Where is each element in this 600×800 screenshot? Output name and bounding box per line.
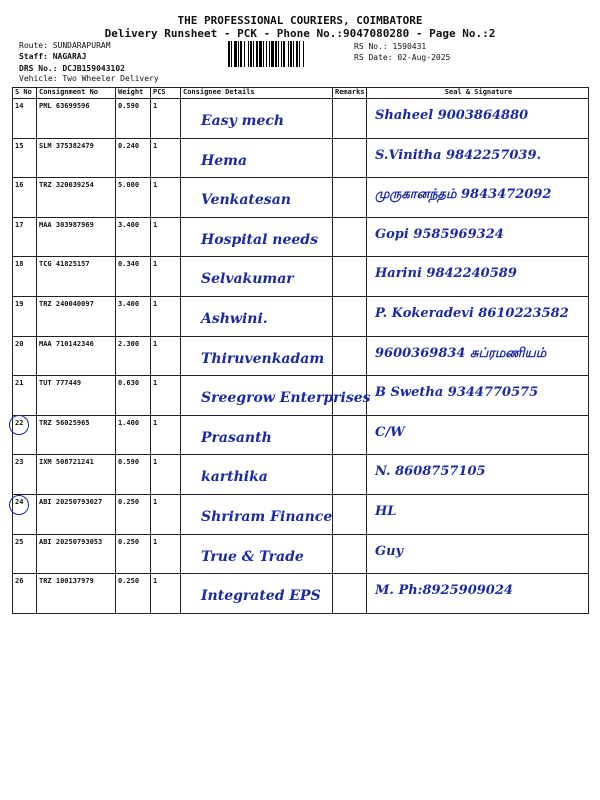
rs-date: RS Date: 02-Aug-2025 bbox=[354, 53, 451, 62]
row-sno: 23 bbox=[13, 455, 37, 495]
consignment-no: ABI 20250793027 bbox=[37, 495, 116, 535]
consignment-no: PML 63699596 bbox=[37, 99, 116, 139]
consignee-name: Venkatesan bbox=[201, 192, 291, 209]
consignment-no: MAA 710142346 bbox=[37, 336, 116, 376]
pcs-value: 1 bbox=[151, 455, 181, 495]
col-consignment: Consignment No bbox=[37, 88, 116, 99]
runsheet-table bbox=[12, 87, 589, 614]
remarks-cell bbox=[333, 534, 367, 574]
col-weight: Weight bbox=[116, 88, 151, 99]
signature-cell bbox=[367, 455, 589, 495]
remarks-cell bbox=[333, 99, 367, 139]
consignee-cell bbox=[181, 376, 371, 416]
barcode bbox=[228, 41, 350, 67]
pcs-value: 1 bbox=[151, 217, 181, 257]
consignee-name: Shriram Finance bbox=[201, 509, 333, 526]
consignee-name: Easy mech bbox=[201, 113, 285, 129]
consignment-no: TRZ 100137979 bbox=[37, 574, 116, 614]
pcs-value: 1 bbox=[151, 138, 181, 178]
remarks-cell bbox=[333, 138, 367, 178]
table-row bbox=[13, 138, 589, 178]
row-sno: 22 bbox=[13, 415, 37, 455]
row-sno: 15 bbox=[13, 138, 37, 178]
weight-value: 3.400 bbox=[116, 217, 151, 257]
row-circle-mark bbox=[9, 495, 29, 515]
consignee-name: Thiruvenkadam bbox=[201, 350, 325, 367]
pcs-value: 1 bbox=[151, 574, 181, 614]
signature-cell bbox=[367, 574, 589, 614]
signature-cell bbox=[367, 178, 589, 218]
pcs-value: 1 bbox=[151, 415, 181, 455]
consignee-name: Prasanth bbox=[201, 429, 272, 446]
consignee-cell bbox=[181, 99, 333, 139]
row-sno: 17 bbox=[13, 217, 37, 257]
signature-text: HL bbox=[375, 504, 397, 520]
consignee-name: Hema bbox=[201, 152, 248, 169]
drs-label: DRS No.: DCJB159043102 bbox=[19, 64, 125, 73]
consignee-cell bbox=[181, 297, 333, 337]
weight-value: 2.300 bbox=[116, 336, 151, 376]
signature-text: Guy bbox=[375, 543, 404, 559]
row-circle-mark bbox=[9, 415, 29, 435]
signature-text: C/W bbox=[375, 424, 405, 440]
signature-cell bbox=[367, 415, 589, 455]
signature-text: M. Ph:8925909024 bbox=[375, 583, 513, 599]
row-sno: 21 bbox=[13, 376, 37, 416]
consignment-no: TUT 777449 bbox=[37, 376, 116, 416]
table-row bbox=[13, 336, 589, 376]
col-sno: S No bbox=[13, 88, 37, 99]
remarks-cell bbox=[333, 455, 367, 495]
weight-value: 0.590 bbox=[116, 455, 151, 495]
row-sno: 20 bbox=[13, 336, 37, 376]
vehicle-label: Vehicle: Two Wheeler Delivery bbox=[19, 74, 159, 83]
pcs-value: 1 bbox=[151, 257, 181, 297]
table-row bbox=[13, 376, 589, 416]
signature-text: 9600369834 சுப்ரமணியம் bbox=[375, 345, 547, 361]
consignee-name: True & Trade bbox=[201, 548, 304, 565]
signature-text: P. Kokeradevi 8610223582 bbox=[375, 306, 569, 322]
consignment-no: IXM 508721241 bbox=[37, 455, 116, 495]
consignee-name: Selvakumar bbox=[201, 271, 294, 288]
weight-value: 0.340 bbox=[116, 257, 151, 297]
table-row bbox=[13, 257, 589, 297]
table-row bbox=[13, 297, 589, 337]
signature-cell bbox=[367, 257, 589, 297]
pcs-value: 1 bbox=[151, 297, 181, 337]
signature-cell bbox=[367, 495, 589, 535]
row-sno: 26 bbox=[13, 574, 37, 614]
table-row bbox=[13, 534, 589, 574]
remarks-cell bbox=[333, 257, 367, 297]
consignment-no: TRZ 56025965 bbox=[37, 415, 116, 455]
table-row bbox=[13, 99, 589, 139]
weight-value: 1.400 bbox=[116, 415, 151, 455]
consignment-no: SLM 375382479 bbox=[37, 138, 116, 178]
pcs-value: 1 bbox=[151, 534, 181, 574]
remarks-cell bbox=[333, 297, 367, 337]
consignee-name: Ashwini. bbox=[201, 311, 268, 328]
consignment-no: TRZ 320039254 bbox=[37, 178, 116, 218]
remarks-cell bbox=[333, 336, 367, 376]
row-sno: 18 bbox=[13, 257, 37, 297]
pcs-value: 1 bbox=[151, 495, 181, 535]
signature-text: B Swetha 9344770575 bbox=[375, 385, 539, 401]
row-sno: 25 bbox=[13, 534, 37, 574]
route-label: Route: SUNDARAPURAM bbox=[19, 41, 111, 50]
weight-value: 0.250 bbox=[116, 574, 151, 614]
table-row bbox=[13, 178, 589, 218]
staff-label: Staff: NAGARAJ bbox=[19, 52, 87, 61]
pcs-value: 1 bbox=[151, 99, 181, 139]
consignee-name: Integrated EPS bbox=[201, 588, 321, 605]
pcs-value: 1 bbox=[151, 336, 181, 376]
weight-value: 0.250 bbox=[116, 495, 151, 535]
table-row bbox=[13, 495, 589, 535]
weight-value: 0.630 bbox=[116, 376, 151, 416]
consignee-name: Sreegrow Enterprises bbox=[201, 390, 371, 407]
remarks-cell bbox=[333, 415, 367, 455]
remarks-cell bbox=[333, 574, 367, 614]
consignee-cell bbox=[181, 257, 333, 297]
signature-cell bbox=[367, 336, 589, 376]
pcs-value: 1 bbox=[151, 178, 181, 218]
row-sno: 24 bbox=[13, 495, 37, 535]
consignee-cell bbox=[181, 415, 333, 455]
consignee-cell bbox=[181, 336, 333, 376]
signature-text: Shaheel 9003864880 bbox=[375, 108, 529, 123]
signature-text: Gopi 9585969324 bbox=[375, 226, 504, 242]
weight-value: 3.400 bbox=[116, 297, 151, 337]
weight-value: 0.590 bbox=[116, 99, 151, 139]
row-sno: 19 bbox=[13, 297, 37, 337]
consignee-cell bbox=[181, 455, 333, 495]
consignee-cell bbox=[181, 534, 333, 574]
signature-text: N. 8608757105 bbox=[375, 464, 486, 480]
consignee-cell bbox=[181, 574, 333, 614]
rs-number: RS No.: 1590431 bbox=[354, 42, 427, 51]
signature-cell bbox=[367, 376, 589, 416]
weight-value: 0.240 bbox=[116, 138, 151, 178]
consignee-cell bbox=[181, 138, 333, 178]
table-row bbox=[13, 217, 589, 257]
table-row bbox=[13, 574, 589, 614]
pcs-value: 1 bbox=[151, 376, 181, 416]
table-header bbox=[13, 88, 589, 99]
col-consignee: Consignee Details bbox=[181, 88, 333, 99]
runsheet-subtitle: Delivery Runsheet - PCK - Phone No.:9047080280 - Page No.:2 bbox=[104, 27, 496, 40]
weight-value: 5.000 bbox=[116, 178, 151, 218]
signature-text: முருகானந்தம் 9843472092 bbox=[375, 187, 552, 203]
remarks-cell bbox=[333, 495, 367, 535]
col-seal: Seal & Signature bbox=[367, 88, 589, 99]
table-row bbox=[13, 415, 589, 455]
signature-cell bbox=[367, 99, 589, 139]
row-sno: 14 bbox=[13, 99, 37, 139]
consignee-name: Hospital needs bbox=[201, 231, 318, 248]
company-title: THE PROFESSIONAL COURIERS, COIMBATORE bbox=[177, 14, 423, 27]
signature-cell bbox=[367, 138, 589, 178]
consignee-cell bbox=[181, 217, 333, 257]
row-sno: 16 bbox=[13, 178, 37, 218]
consignment-no: ABI 20250793053 bbox=[37, 534, 116, 574]
signature-text: S.Vinitha 9842257039. bbox=[375, 147, 542, 163]
consignee-cell bbox=[181, 178, 333, 218]
consignee-name: karthika bbox=[201, 469, 268, 486]
consignment-no: MAA 303987969 bbox=[37, 217, 116, 257]
weight-value: 0.250 bbox=[116, 534, 151, 574]
signature-text: Harini 9842240589 bbox=[375, 266, 517, 282]
signature-cell bbox=[367, 217, 589, 257]
remarks-cell bbox=[333, 178, 367, 218]
consignment-no: TCG 41825157 bbox=[37, 257, 116, 297]
col-remarks: Remarks bbox=[333, 88, 367, 99]
remarks-cell bbox=[333, 217, 367, 257]
table-row bbox=[13, 455, 589, 495]
col-pcs: PCS bbox=[151, 88, 181, 99]
signature-cell bbox=[367, 297, 589, 337]
consignment-no: TRZ 240040097 bbox=[37, 297, 116, 337]
signature-cell bbox=[367, 534, 589, 574]
consignee-cell bbox=[181, 495, 333, 535]
